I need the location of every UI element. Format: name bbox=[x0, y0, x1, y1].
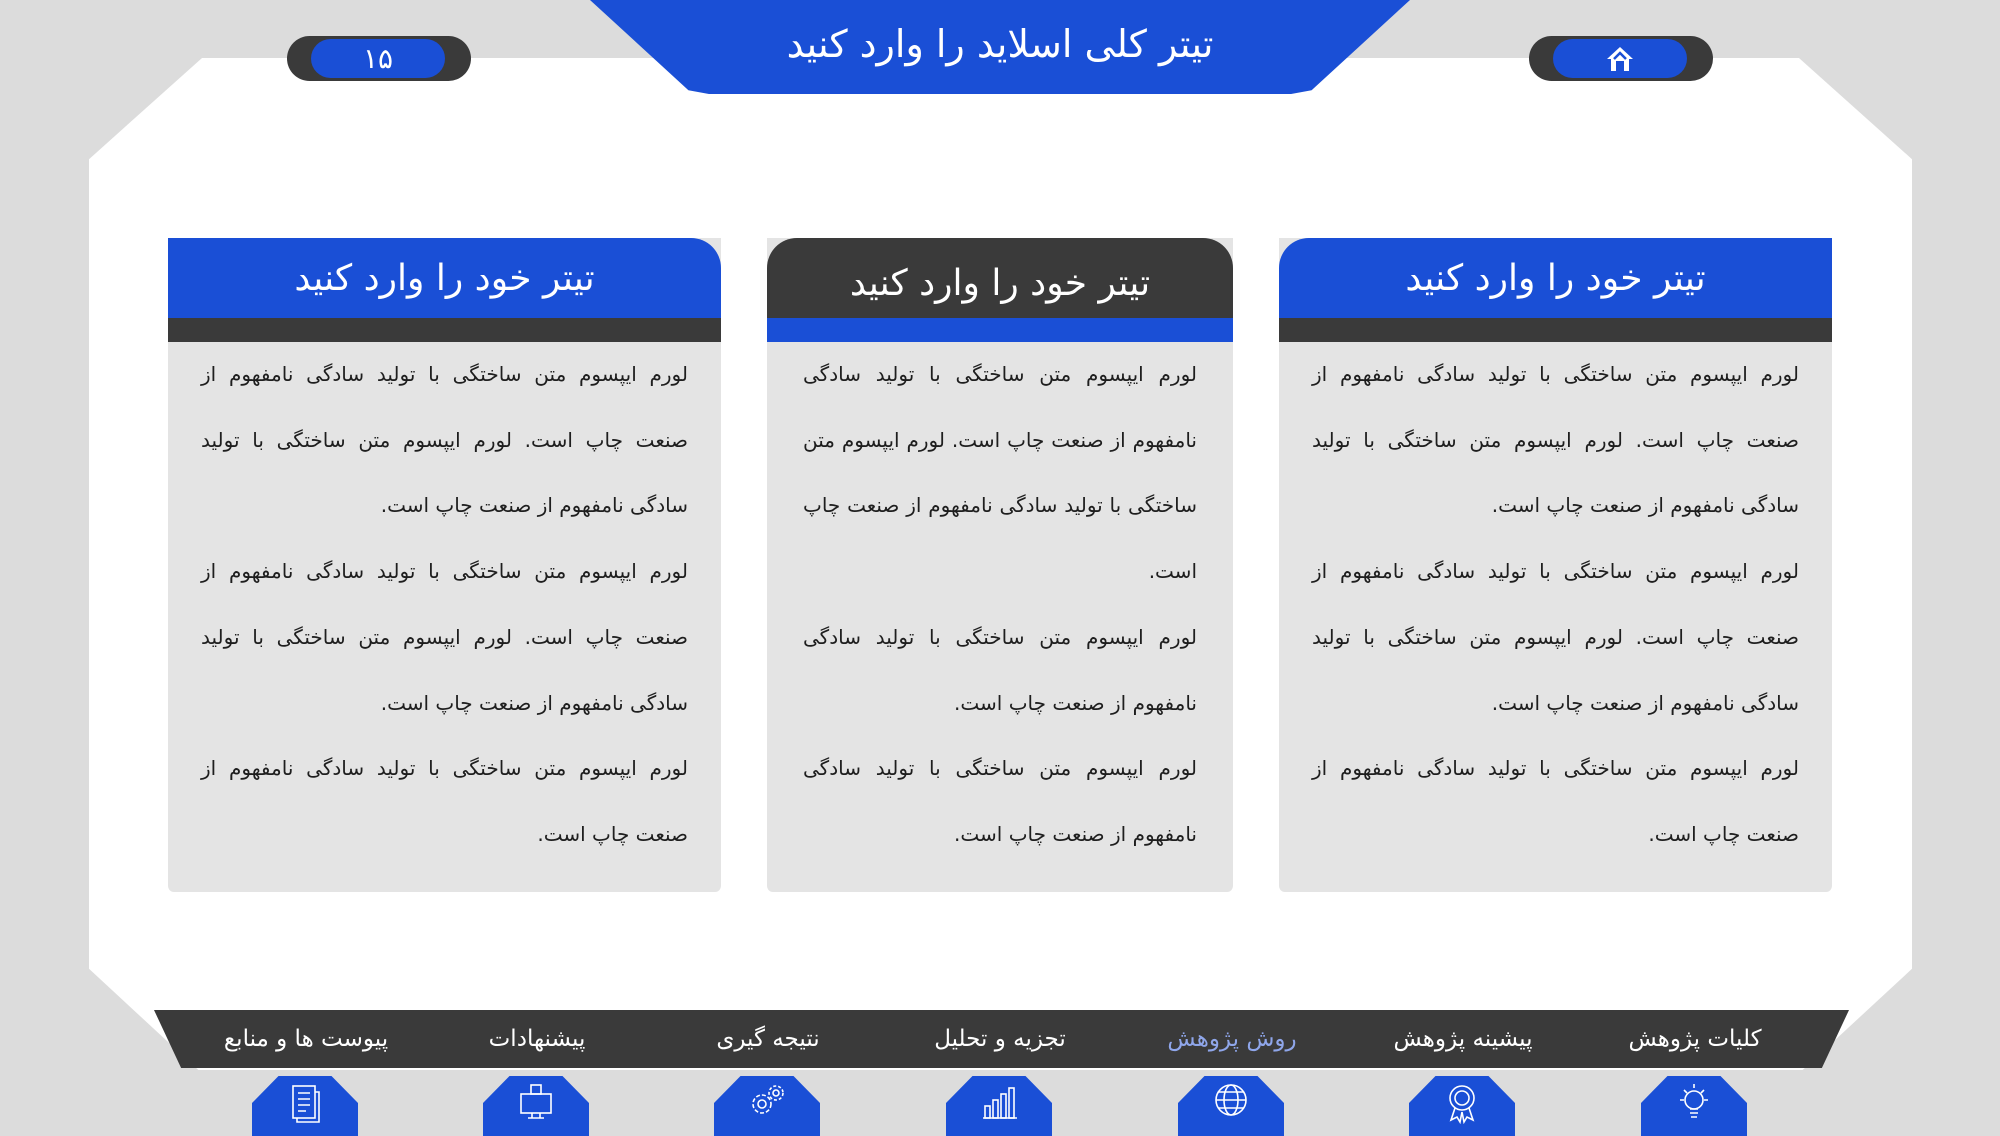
card-title: تیتر خود را وارد کنید bbox=[168, 238, 721, 318]
nav-item-appendix[interactable]: پیوست ها و منابع bbox=[223, 1026, 389, 1052]
card-paragraph: لورم ایپسوم متن ساختگی با تولید سادگی نامفهوم از صنعت چاپ است. bbox=[803, 624, 1197, 715]
nav-item-method[interactable]: روش پژوهش bbox=[1167, 1026, 1297, 1052]
nav-hex-appendix[interactable] bbox=[252, 1076, 358, 1136]
bar-chart-icon[interactable] bbox=[977, 1080, 1021, 1124]
nav-hex-suggestions[interactable] bbox=[483, 1076, 589, 1136]
nav-item-background[interactable]: پیشینه پژوهش bbox=[1393, 1026, 1533, 1052]
card-right bbox=[1279, 238, 1832, 892]
card-band bbox=[1279, 318, 1832, 342]
nav-item-conclusion[interactable]: نتیجه گیری bbox=[716, 1026, 820, 1052]
nav-hex-conclusion[interactable] bbox=[714, 1076, 820, 1136]
card-paragraph: لورم ایپسوم متن ساختگی با تولید سادگی نامفهوم از صنعت چاپ است. لورم ایپسوم متن ساختگی با تولید سادگی نامفهوم از صنعت چاپ است. bbox=[1312, 362, 1799, 518]
card-paragraph: لورم ایپسوم متن ساختگی با تولید سادگی نامفهوم از صنعت چاپ است. لورم ایپسوم متن ساختگی با تولید سادگی نامفهوم از صنعت چاپ است. bbox=[201, 559, 688, 715]
card-paragraph: لورم ایپسوم متن ساختگی با تولید سادگی نامفهوم از صنعت چاپ است. bbox=[803, 756, 1197, 846]
nav-item-analysis[interactable]: تجزیه و تحلیل bbox=[934, 1026, 1066, 1052]
monitor-icon[interactable] bbox=[514, 1080, 558, 1124]
home-icon-wrap[interactable] bbox=[1553, 39, 1687, 78]
nav-item-overview[interactable]: کلیات پژوهش bbox=[1628, 1026, 1762, 1052]
document-icon[interactable] bbox=[283, 1080, 327, 1124]
card-body bbox=[803, 342, 1197, 892]
lightbulb-icon[interactable] bbox=[1672, 1080, 1716, 1124]
nav-hex-method[interactable] bbox=[1178, 1076, 1284, 1136]
nav-hex-background[interactable] bbox=[1409, 1076, 1515, 1136]
card-body bbox=[1312, 342, 1799, 892]
home-button[interactable] bbox=[1529, 36, 1713, 81]
card-body bbox=[201, 342, 688, 892]
card-paragraph: لورم ایپسوم متن ساختگی با تولید سادگی نامفهوم از صنعت چاپ است. لورم ایپسوم متن ساختگی با تولید سادگی نامفهوم از صنعت چاپ است. bbox=[1312, 559, 1799, 715]
card-paragraph: لورم ایپسوم متن ساختگی با تولید سادگی نامفهوم از صنعت چاپ است. bbox=[201, 756, 688, 846]
card-paragraph: لورم ایپسوم متن ساختگی با تولید سادگی نامفهوم از صنعت چاپ است. bbox=[1312, 756, 1799, 846]
card-title: تیتر خود را وارد کنید bbox=[1279, 238, 1832, 318]
card-left bbox=[168, 238, 721, 892]
page-number-pill bbox=[287, 36, 471, 81]
gears-icon[interactable] bbox=[745, 1080, 789, 1124]
card-title: تیتر خود را وارد کنید bbox=[767, 238, 1233, 318]
card-band bbox=[767, 318, 1233, 342]
home-icon[interactable] bbox=[1605, 44, 1635, 74]
nav-item-suggestions[interactable]: پیشنهادات bbox=[488, 1026, 586, 1052]
nav-hex-overview[interactable] bbox=[1641, 1076, 1747, 1136]
card-paragraph: لورم ایپسوم متن ساختگی با تولید سادگی نامفهوم از صنعت چاپ است. لورم ایپسوم متن ساختگی با تولید سادگی نامفهوم از صنعت چاپ است. bbox=[803, 362, 1197, 584]
card-band bbox=[168, 318, 721, 342]
nav-hex-analysis[interactable] bbox=[946, 1076, 1052, 1136]
award-icon[interactable] bbox=[1440, 1080, 1484, 1124]
page-number: ۱۵ bbox=[311, 39, 445, 78]
slide-title: تیتر کلی اسلاید را وارد کنید bbox=[786, 22, 1214, 66]
card-middle bbox=[767, 238, 1233, 892]
card-paragraph: لورم ایپسوم متن ساختگی با تولید سادگی نامفهوم از صنعت چاپ است. لورم ایپسوم متن ساختگی با تولید سادگی نامفهوم از صنعت چاپ است. bbox=[201, 362, 688, 518]
globe-icon[interactable] bbox=[1209, 1080, 1253, 1124]
